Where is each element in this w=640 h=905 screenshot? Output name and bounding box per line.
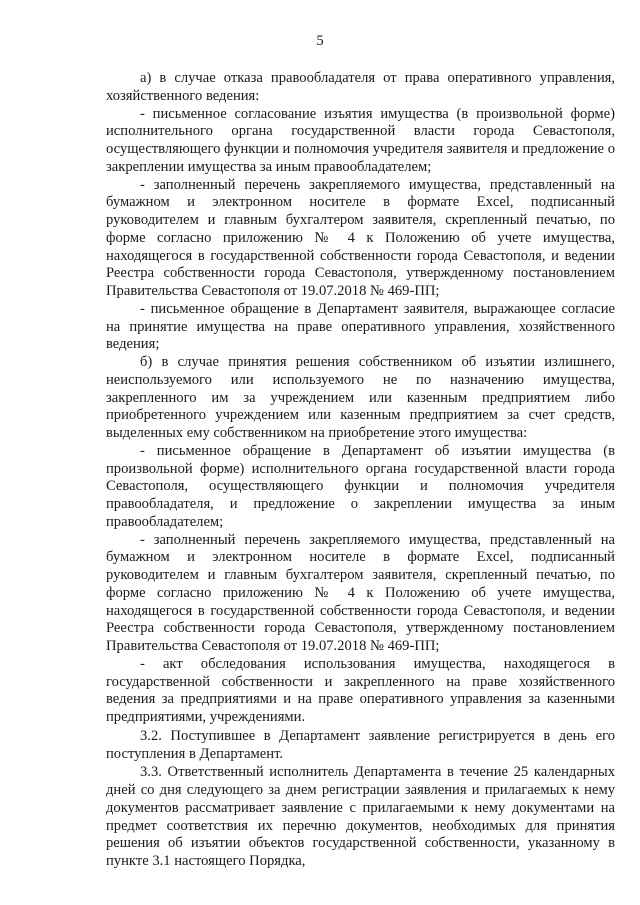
clause-3-2: 3.2. Поступившее в Департамент заявление регистрируется в день его поступления в Департамент. [106,727,615,762]
page-number: 5 [316,33,324,49]
paragraph-a-item-2: - заполненный перечень закрепляемого имущества, представленный на бумажном и электронном носителе в формате Excel, подписанный руководителем и главным бухгалтером заявителя, скрепленный печатью, по форме согласно приложению № 4 к Положению об учете имущества, находящегося в государственной собственности города Севастополя, и ведении Реестра собственности города Севастополя, утвержденному постановлением Правительства Севастополя от 19.07.2018 № 469-ПП; [106,176,615,299]
paragraph-a: а) в случае отказа правообладателя от права оперативного управления, хозяйственного ведения: [106,70,615,104]
document-body [106,70,615,871]
paragraph-b: б) в случае принятия решения собственником об изъятии излишнего, неиспользуемого или используемого не по назначению имущества, закрепленного им за учреждением или казенным предприятием либо приобретенного учреждением или казенным предприятием за счет средств, выделенных ему собственником на приобретение этого имущества: [106,354,615,441]
paragraph-b-item-1: - письменное обращение в Департамент об изъятии имущества (в произвольной форме) исполнительного органа государственной власти города Севастополя, осуществляющего функции и полномочия учредителя правообладателя, и предложение о закреплении имущества за иным правообладателем; [106,442,615,530]
paragraph-b-item-2: - заполненный перечень закрепляемого имущества, представленный на бумажном и электронном носителе в формате Excel, подписанный руководителем и главным бухгалтером заявителя, скрепленный печатью, по форме согласно приложению № 4 к Положению об учете имущества, находящегося в государственной собственности города Севастополя, и ведении Реестра собственности города Севастополя, утвержденному постановлением Правительства Севастополя от 19.07.2018 № 469-ПП; [106,531,615,654]
clause-3-3: 3.3. Ответственный исполнитель Департамента в течение 25 календарных дней со дня следующего за днем регистрации заявления и прилагаемых к нему документов рассматривает заявление с прилагаемыми к нему документами на предмет соответствия их перечню документов, необходимых для принятия решения об изъятии объектов государственной собственности, указанному в пункте 3.1 настоящего Порядка, [106,764,615,869]
paragraph-b-item-3: - акт обследования использования имущества, находящегося в государственной собственности и закрепленного на праве хозяйственного ведения за предприятиями и на праве оперативного управления за казенными предприятиями, учреждениями. [106,655,615,725]
paragraph-a-item-3: - письменное обращение в Департамент заявителя, выражающее согласие на принятие имущества на праве оперативного управления, хозяйственного ведения; [106,300,615,353]
paragraph-a-item-1: - письменное согласование изъятия имущества (в произвольной форме) исполнительного органа государственной власти города Севастополя, осуществляющего функции и полномочия учредителя заявителя и предложение о закреплении имущества за иным правообладателем; [106,105,615,175]
